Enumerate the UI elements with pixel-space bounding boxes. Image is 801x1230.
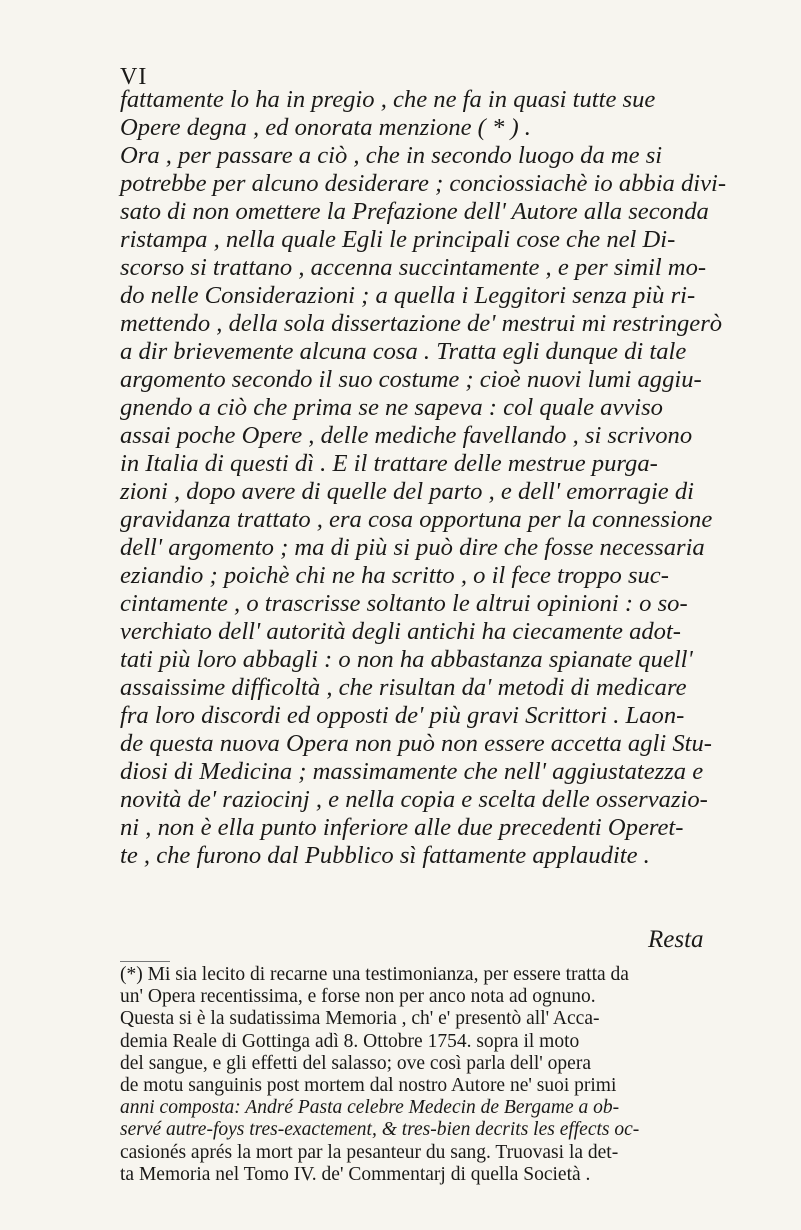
text-line: novità de' raziocinj , e nella copia e scelta delle osservazio- <box>120 786 708 813</box>
text-line: potrebbe per alcuno desiderare ; conciossiachè io abbia divi- <box>120 170 727 197</box>
text-line: te , che furono dal Pubblico sì fattamente applaudite . <box>120 842 650 869</box>
text-line: a dir brievemente alcuna cosa . Tratta egli dunque di tale <box>120 338 687 365</box>
footnote <box>120 964 740 1186</box>
footnote-divider <box>120 961 170 962</box>
footnote-line: casionés aprés la mort par la pesanteur du sang. Truovasi la det- <box>120 1141 619 1163</box>
text-line: Ora , per passare a ciò , che in secondo luogo da me si <box>120 142 663 169</box>
text-line: do nelle Considerazioni ; a quella i Leggitori senza più ri- <box>120 282 696 309</box>
text-line: sato di non omettere la Prefazione dell' Autore alla seconda <box>120 198 709 225</box>
footnote-line: del sangue, e gli effetti del salasso; ove così parla dell' opera <box>120 1052 591 1074</box>
text-line: gravidanza trattato , era cosa opportuna per la connessione <box>120 506 713 533</box>
text-line: verchiato dell' autorità degli antichi ha ciecamente adot- <box>120 618 681 645</box>
text-line: assai poche Opere , delle mediche favellando , si scrivono <box>120 422 693 449</box>
page-number: VI <box>120 64 148 90</box>
text-line: Opere degna , ed onorata menzione ( * ) . <box>120 114 531 141</box>
footnote-line: demia Reale di Gottinga adì 8. Ottobre 1754. sopra il moto <box>120 1030 580 1052</box>
text-line: mettendo , della sola dissertazione de' mestrui mi restringerò <box>120 310 723 337</box>
text-line: assaissime difficoltà , che risultan da' metodi di medicare <box>120 674 687 701</box>
text-line: fattamente lo ha in pregio , che ne fa in quasi tutte sue <box>120 86 656 113</box>
text-line: zioni , dopo avere di quelle del parto , e dell' emorragie di <box>120 478 695 505</box>
footnote-line: (*) Mi sia lecito di recarne una testimonianza, per essere tratta da <box>120 964 629 985</box>
footnote-line: un' Opera recentissima, e forse non per anco nota ad ognuno. <box>120 986 596 1008</box>
text-line: eziandio ; poichè chi ne ha scritto , o il fece troppo suc- <box>120 562 669 589</box>
text-line: ristampa , nella quale Egli le principali cose che nel Di- <box>120 226 676 253</box>
text-line: cintamente , o trascrisse soltanto le altrui opinioni : o so- <box>120 590 688 617</box>
main-text <box>120 86 730 870</box>
text-line: argomento secondo il suo costume ; cioè nuovi lumi aggiu- <box>120 366 702 393</box>
text-line: gnendo a ciò che prima se ne sapeva : col quale avviso <box>120 394 663 421</box>
text-line: de questa nuova Opera non può non essere accetta agli Stu- <box>120 730 712 757</box>
catchword: Resta <box>648 926 704 953</box>
footnote-line: servé autre-foys tres-exactement, & tres-bien decrits les effects oc- <box>120 1119 640 1141</box>
text-line: ni , non è ella punto inferiore alle due precedenti Operet- <box>120 814 684 841</box>
text-line: in Italia di questi dì . E il trattare delle mestrue purga- <box>120 450 658 477</box>
footnote-line: Questa si è la sudatissima Memoria , ch' e' presentò all' Acca- <box>120 1008 600 1030</box>
footnote-line: anni composta: André Pasta celebre Medecin de Bergame a ob- <box>120 1097 620 1119</box>
text-line: fra loro discordi ed opposti de' più gravi Scrittori . Laon- <box>120 702 685 729</box>
footnote-line: de motu sanguinis post mortem dal nostro Autore ne' suoi primi <box>120 1075 617 1097</box>
text-line: diosi di Medicina ; massimamente che nell' aggiustatezza e <box>120 758 704 785</box>
text-line: dell' argomento ; ma di più si può dire che fosse necessaria <box>120 534 705 561</box>
footnote-line: ta Memoria nel Tomo IV. de' Commentarj di quella Società . <box>120 1163 591 1185</box>
text-line: tati più loro abbagli : o non ha abbastanza spianate quell' <box>120 646 693 673</box>
text-line: scorso si trattano , accenna succintamente , e per simil mo- <box>120 254 707 281</box>
